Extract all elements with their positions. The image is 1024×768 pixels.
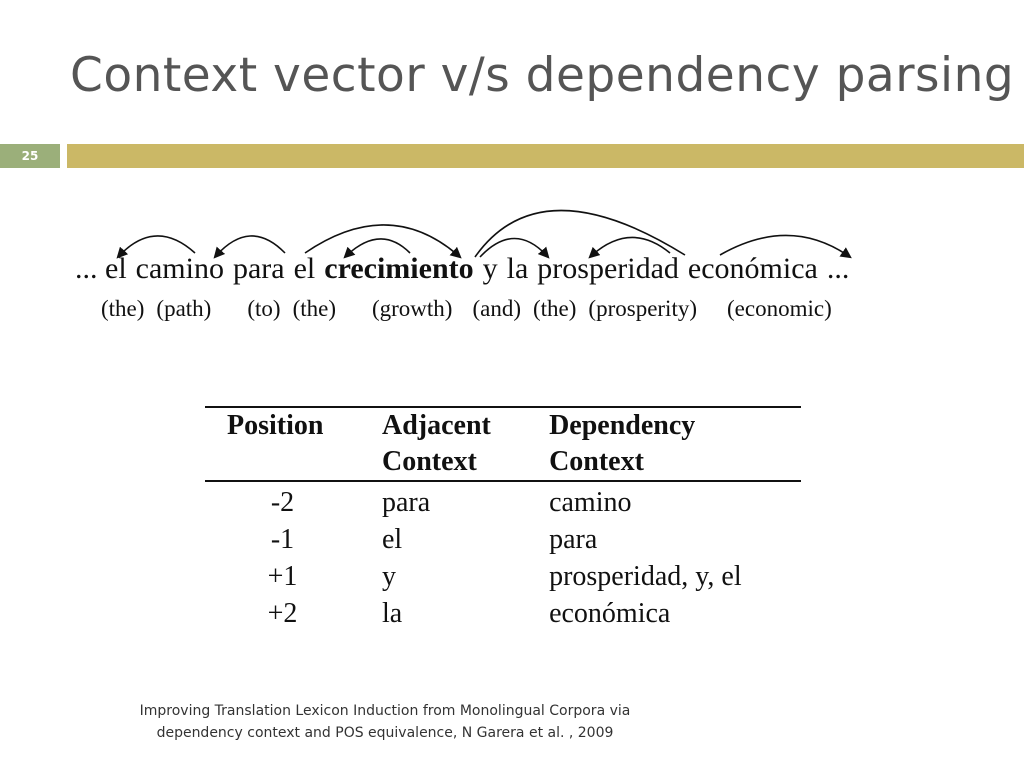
gloss: (and) [472,296,521,321]
cell-dependency: prosperidad, y, el [549,561,742,592]
gloss: (the) [533,296,577,321]
arc-crecimiento-prosperidad [475,210,685,257]
citation [100,700,670,744]
token: el [293,252,316,285]
cell-adjacent: el [382,524,403,555]
spanish-sentence [75,252,858,286]
token-head: crecimiento [324,252,474,285]
cell-position: +2 [267,598,298,629]
slide-title: Context vector v/s dependency parsing [70,48,1015,103]
table-row [205,558,801,595]
token: ... [826,252,850,285]
context-table [205,406,801,632]
gloss: (the) [292,296,336,321]
gloss: (economic) [727,296,832,321]
token: para [232,252,285,285]
gloss: (growth) [371,296,453,321]
table-row [205,481,801,521]
cell-position: +1 [267,561,298,592]
header-position: Position [227,410,324,441]
token: la [506,252,529,285]
table-header-row [205,407,801,481]
header-dependency-context: Dependency Context [549,410,696,477]
token: prosperidad [537,252,679,285]
table-row [205,521,801,558]
token: y [482,252,498,285]
cell-adjacent: la [382,598,403,629]
token: económica [687,252,818,285]
slide-number: 25 [0,144,60,168]
header-adjacent-context: Adjacent Context [382,410,491,477]
gloss: (to) [247,296,281,321]
gloss: (path) [156,296,212,321]
english-gloss [101,296,844,322]
gloss: (prosperity) [588,296,697,321]
gloss: (the) [101,296,145,321]
title-accent-bar [67,144,1024,168]
table-row [205,595,801,632]
cell-position: -2 [270,487,295,518]
cell-adjacent: y [382,561,396,592]
cell-dependency: camino [549,487,632,518]
token: ... el [75,252,127,285]
cell-dependency: para [549,524,598,555]
citation-line-2: dependency context and POS equivalence, N Garera et al. , 2009 [156,725,614,741]
token: camino [135,252,224,285]
cell-adjacent: para [382,487,431,518]
cell-dependency: económica [549,598,671,629]
citation-line-1: Improving Translation Lexicon Induction from Monolingual Corpora via [139,703,631,719]
cell-position: -1 [270,524,295,555]
